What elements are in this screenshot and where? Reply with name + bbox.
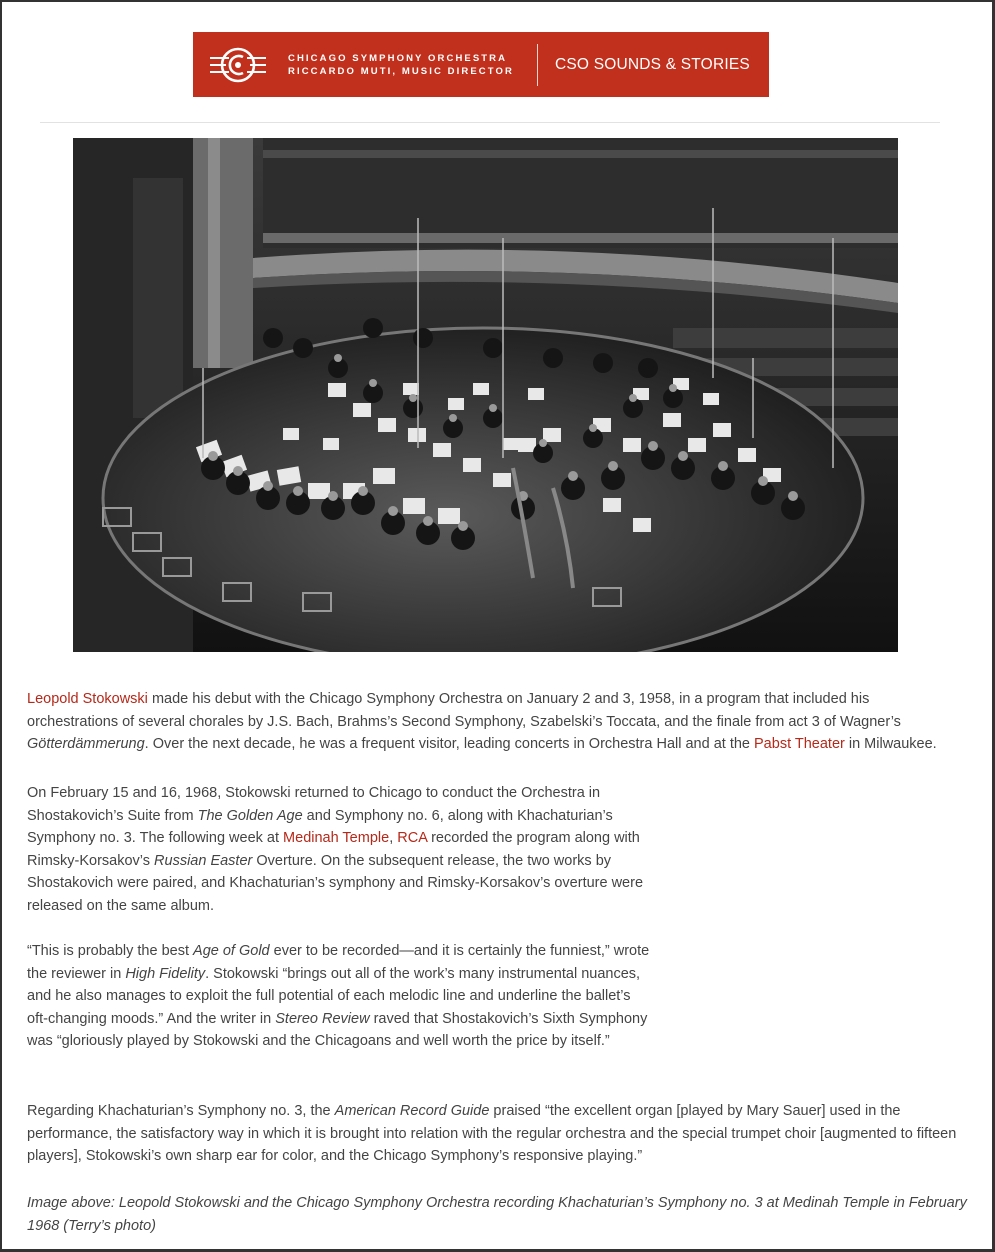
banner-org-line1: CHICAGO SYMPHONY ORCHESTRA	[288, 53, 508, 64]
p4-text-1: Regarding Khachaturian’s Symphony no. 3, the	[27, 1103, 335, 1119]
p3-text-4: raved that Shostakovich’s Sixth Symphony was “gloriously played by Stokowski and the Chicagoans and well worth the price by itself.”	[27, 1010, 648, 1050]
p2-text-4: recorded the program along with Rimsky-Korsakov’s	[27, 830, 640, 869]
p1-italic-1: Götterdämmerung	[27, 736, 145, 753]
p3-text-1: “This is probably the best	[27, 943, 194, 959]
paragraph-2	[27, 782, 652, 918]
link-pabst-theater[interactable]: Pabst Theater	[754, 736, 845, 753]
link-medinah-temple[interactable]: Medinah Temple	[283, 830, 390, 847]
p2-italic-2: Russian Easter	[154, 852, 253, 869]
photo-illustration	[73, 138, 898, 652]
p3-italic-1: Age of Gold	[193, 943, 270, 959]
header-rule	[40, 122, 940, 123]
link-leopold-stokowski[interactable]: Leopold Stokowski	[27, 691, 148, 707]
banner-org-line2: RICCARDO MUTI, MUSIC DIRECTOR	[288, 66, 514, 77]
p2-italic-1: The Golden Age	[197, 807, 303, 824]
banner-section-title[interactable]: CSO SOUNDS & STORIES	[555, 56, 750, 73]
paragraph-3	[27, 940, 652, 1053]
cso-logo-icon	[207, 40, 269, 90]
p2-text-5: Overture. On the subsequent release, the two works by Shostakovich were paired, and Khachaturian’s symphony and Rimsky-Korsakov’s overture were released on the same album.	[27, 852, 644, 914]
p3-text-3: . Stokowski “brings out all of the work’s many instrumental nuances, and he also manages to exploit the full potential of each melodic line and underline the ballet’s oft-changing moods.” And the writer in	[27, 965, 641, 1027]
p1-text-2: . Over the next decade, he was a frequent visitor, leading concerts in Orchestra Hall and at the	[144, 736, 755, 753]
link-rca[interactable]: RCA	[397, 830, 428, 847]
p3-italic-3: Stereo Review	[275, 1010, 370, 1027]
p1-text-3: in Milwaukee.	[844, 736, 937, 753]
paragraph-4	[27, 1100, 972, 1168]
cso-banner[interactable]	[193, 32, 769, 97]
banner-org-name	[288, 52, 514, 78]
p2-text-3: ,	[389, 830, 398, 847]
orchestra-recording-photo	[73, 138, 898, 652]
p3-italic-2: High Fidelity	[125, 965, 206, 982]
banner-divider	[537, 44, 538, 86]
image-caption: Image above: Leopold Stokowski and the Chicago Symphony Orchestra recording Khachaturian’s Symphony no. 3 at Medinah Temple in February 1968 (Terry’s photo)	[27, 1195, 967, 1234]
p3-text-2: ever to be recorded—and it is certainly the funniest,” wrote the reviewer in	[27, 943, 650, 982]
p2-text-2: and Symphony no. 6, along with Khachaturian’s Symphony no. 3. The following week at	[27, 807, 613, 847]
p1-text-1: made his debut with the Chicago Symphony Orchestra on January 2 and 3, 1958, in a program that included his orchestrations of several chorales by J.S. Bach, Brahms’s Second Symphony, Szabelski’s Toccata, and the finale from act 3 of Wagner’s	[27, 691, 901, 730]
p4-text-2: praised “the excellent organ [played by Mary Sauer] used in the performance, the satisfactory way in which it is brought into relation with the regular orchestra and the special trumpet choir [augmented to fifteen players], Stokowski’s own sharp ear for color, and the Chicago Symphony’s responsive playing.”	[27, 1103, 957, 1165]
p2-text-1: On February 15 and 16, 1968, Stokowski returned to Chicago to conduct the Orchestra in Shostakovich’s Suite from	[27, 785, 601, 824]
p4-italic-1: American Record Guide	[334, 1103, 490, 1119]
paragraph-1	[27, 688, 962, 756]
